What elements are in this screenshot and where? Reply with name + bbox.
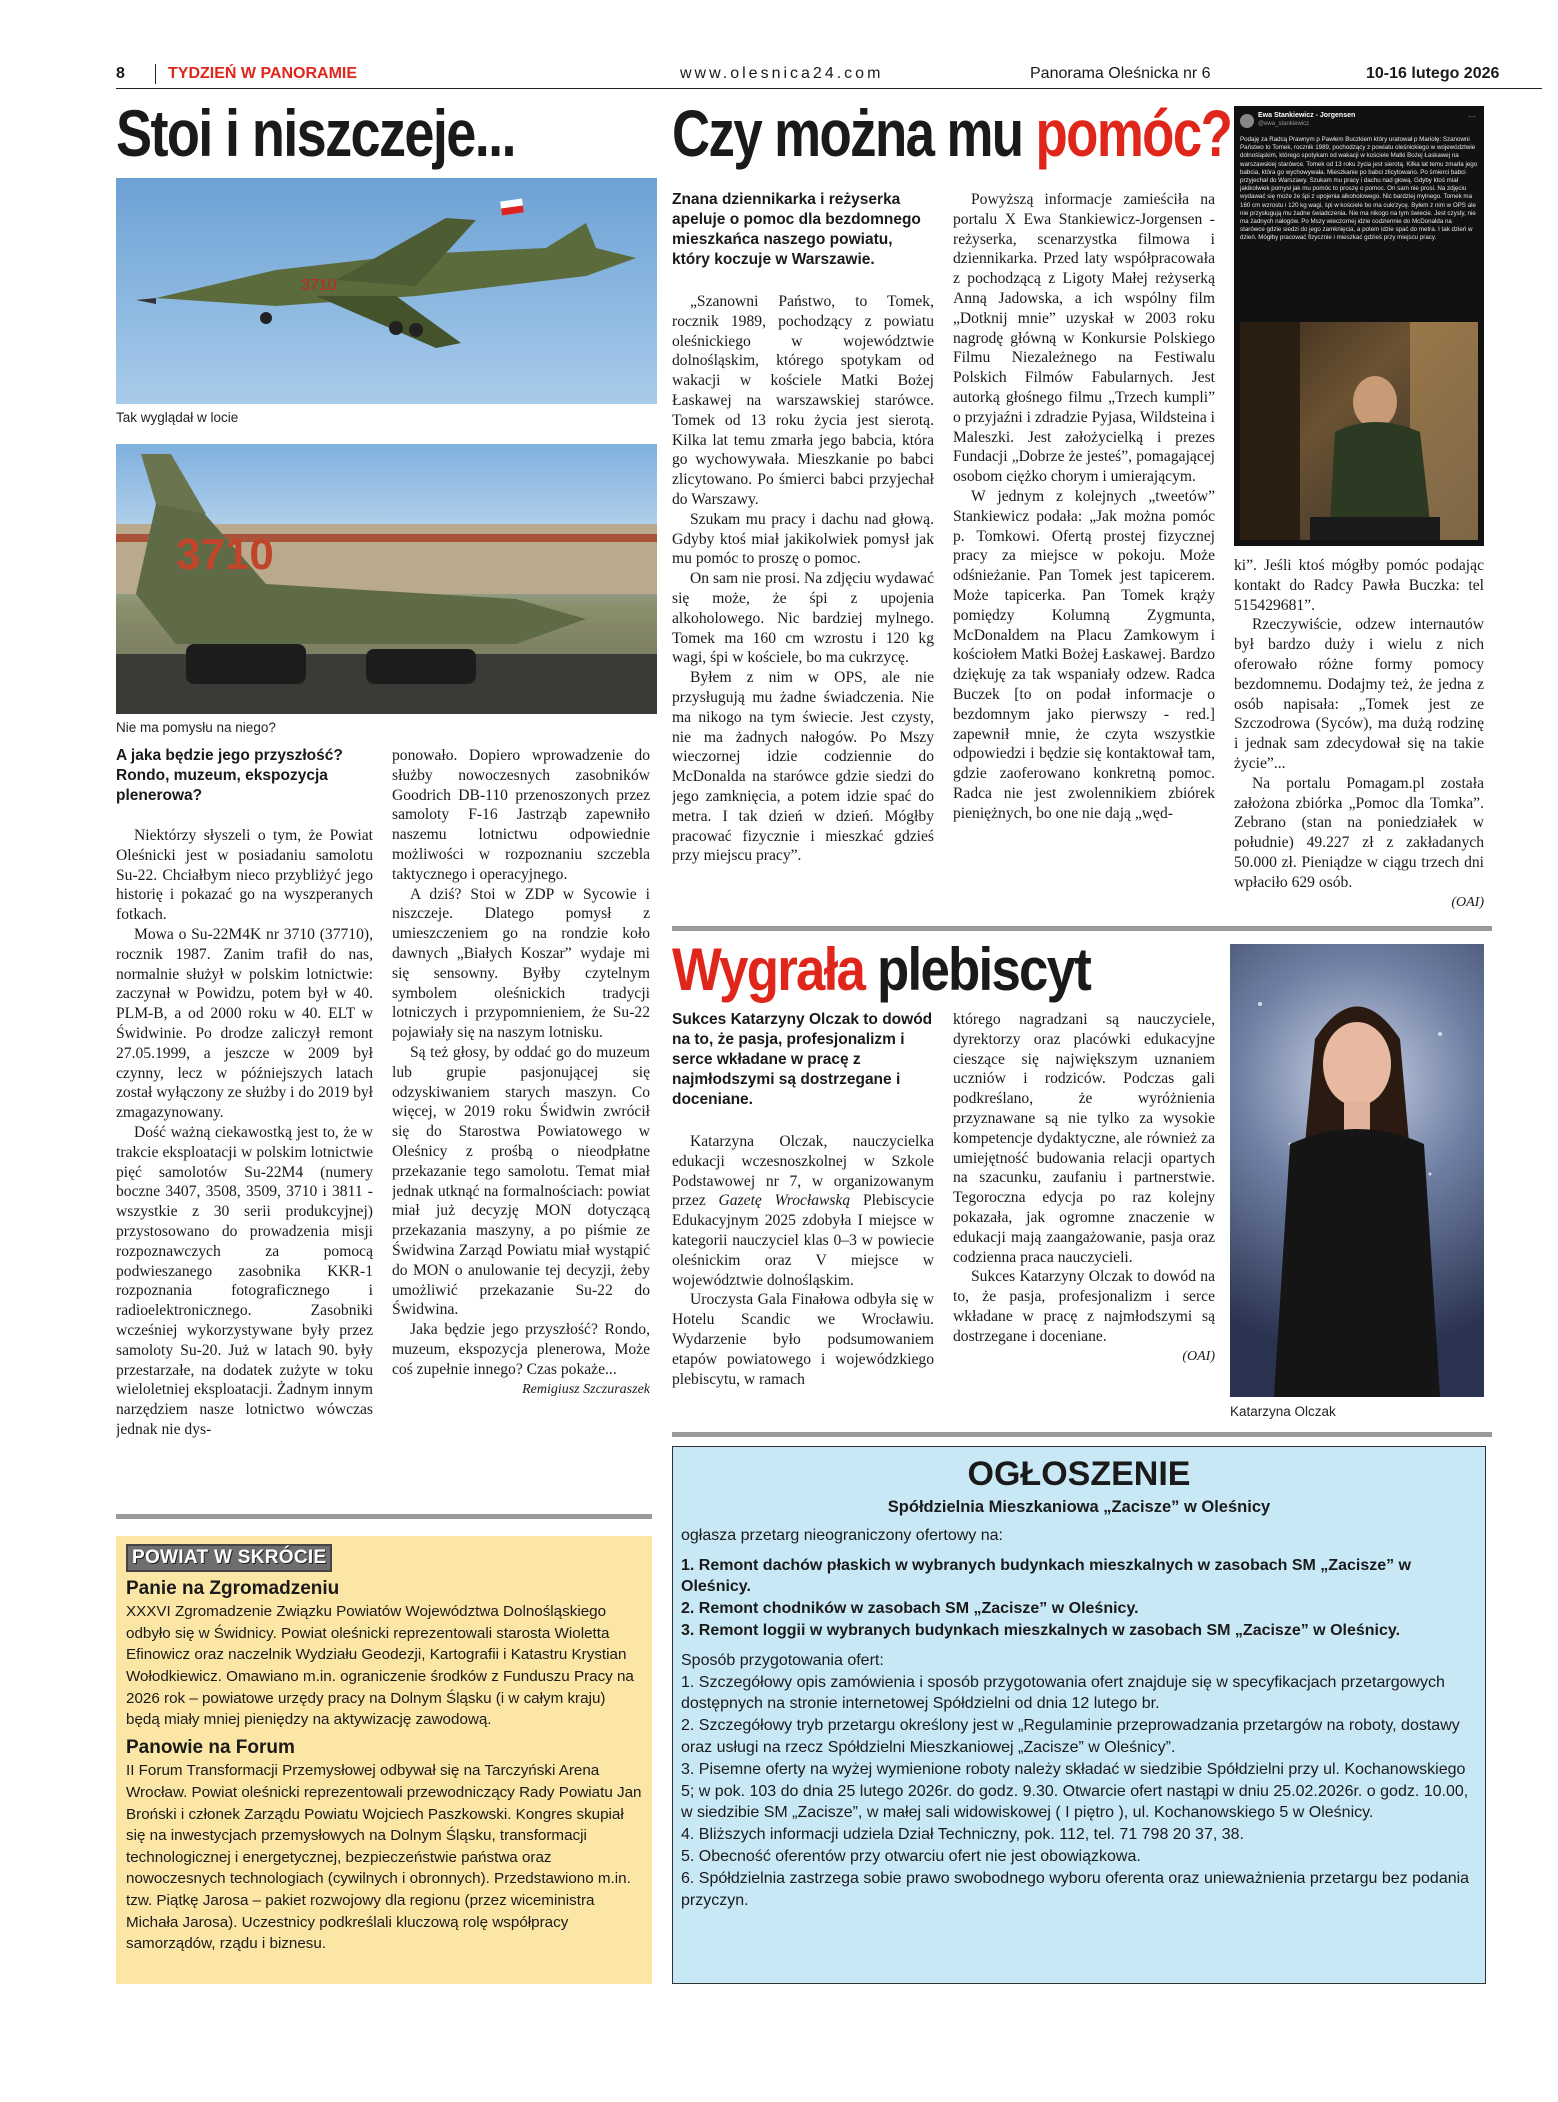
- title-highlight: pomóc?: [1035, 96, 1232, 170]
- paragraph: Sukces Katarzyny Olczak to dowód na to, że pasja, profesjonalizm i serce wkładane w pracę z najmłodszymi są dostrzegane i doceniane.: [953, 1268, 1215, 1345]
- paragraph: Powyższą informacje zamieściła na portalu X Ewa Stankiewicz-Jorgensen - reżyserka, scenarzystka filmowa i dziennikarka. Przed laty współpracowała z pochodzącą z Ligoty Małej reżyserką Anną Jadowska, a ich wspólny film „Dotknij mnie” uzyskał w 2003 roku nagrodę główną w Konkursie Polskiego Filmu Niezależnego na Festiwalu Polskich Filmów Fabularnych. Jest autorką głośnego filmu „Trzech kumpli” o przyjaźni i zdradzie Pyjasa, Wildsteina i Maleszki. Jest założycielką i prezes Fundacji „Dobrze że jesteś”, pomagającej osobom ciężko chorym i umierającym.: [953, 191, 1215, 486]
- author-signature: Remigiusz Szczuraszek: [522, 1381, 650, 1397]
- article-column: [672, 190, 934, 920]
- article-title: [672, 96, 1232, 170]
- paragraph: Rzeczywiście, odzew internautów był bardzo duży i wielu z nich oferowało różne formy pomocy bezdomnemu. Dodajmy też, że jedna z osób napisała: „Tomek jest ze Szczodrowa (Syców), ma dużą rodzinę i jednak sam zdecydował się na takie życie”...: [1234, 616, 1484, 772]
- tender-point: 1. Szczegółowy opis zamówienia i sposób przygotowania ofert znajduje się w specyfikacjach przetargowych dostępnych na stronie internetowej Spółdzielni od dnia 12 lutego br.: [681, 1673, 1445, 1713]
- announcement-title: OGŁOSZENIE: [967, 1455, 1191, 1493]
- jet-flight-photo: [116, 178, 657, 404]
- header-rule: [116, 88, 1542, 89]
- photo-caption: Nie ma pomysłu na niego?: [116, 720, 276, 735]
- tender-point: 3. Pisemne oferty na wyżej wymienione roboty należy składać w siedzibie Spółdzielni przy ul. Kochanowskiego 5; w pok. 103 do dnia 25 lutego 2026r. do godz. 9.30. Otwarcie ofert nastąpi w dniu 25.02.2026r. o godz. 10.00, w siedzibie SM „Zacisze”, w małej sali widowiskowej ( I piętro ), ul. Kochanowskiego 5 w Oleśnicy.: [681, 1760, 1469, 1822]
- paragraph: W jednym z kolejnych „tweetów” Stankiewicz podała: „Jak można pomóc p. Tomkowi. Ofertą prostej fizycznej pracy za miejsce w pokoju. Może odśnieżanie. Pan Tomek jest tapicerem. Może tapicerka. Pan Tomek krąży pomiędzy Kolumną Zygmunta, McDonaldem na Placu Zamkowym i kościołem Matki Bożej Łaskawej. Bardzo dziękuję za tak wspaniały odzew. Radca Buczek [to on podał informacje o bezdomnym jako pierwszy - red.] zapewnił mnie, że czyta wszystkie odpowiedzi i będzie się kontaktował tam, gdzie zaoferowano konkretną pomoc. Radca nie jest zwolennikiem zbiórek pieniężnych, bo one nie dają „węd-: [953, 487, 1215, 822]
- section-title: TYDZIEŃ W PANORAMIE: [168, 65, 358, 82]
- section-divider: [116, 1514, 652, 1519]
- article-title: [672, 936, 1091, 1003]
- publication-name: Gazetę Wrocławską: [718, 1192, 851, 1210]
- text: Plebiscycie Edukacyjnym 2025 zdobyła I miejsce w kategorii nauczyciel klas 0–3 w powiecie oleśnickim oraz V miejsce w województwie dolnośląskim.: [672, 1192, 934, 1289]
- announcement-intro: ogłasza przetarg nieograniczony ofertowy na:: [681, 1526, 1003, 1544]
- text: Katarzyna Olczak, nauczycielka edukacji wczesnoszkolnej w Szkole Podstawowej nr 7, w organizowanym przez: [672, 1133, 934, 1210]
- author-signature: (OAI): [1182, 1348, 1215, 1364]
- title-highlight: Wygrała: [672, 936, 865, 1003]
- announcement-org: Spółdzielnia Mieszkaniowa „Zacisze” w Oleśnicy: [887, 1498, 1271, 1516]
- article-column: [1234, 556, 1484, 920]
- tail-number-large: 3710: [176, 530, 274, 579]
- tender-item: 1. Remont dachów płaskich w wybranych budynkach mieszkalnych w zasobach SM „Zacisze” w Oleśnicy.: [681, 1556, 1411, 1596]
- paragraph: Niektórzy słyszeli o tym, że Powiat Oleśnicki jest w posiadaniu samolotu Su-22. Chciałbym nieco przybliżyć jego historię i pokazać go na wyszperanych fotkach.: [116, 827, 373, 924]
- more-icon[interactable]: ⋯: [1468, 112, 1476, 121]
- photo-caption: Tak wyglądał w locie: [116, 410, 239, 425]
- tail-number: 3710: [301, 277, 337, 294]
- article-column: [392, 746, 650, 1506]
- avatar: [1240, 114, 1254, 128]
- paragraph: Uroczysta Gala Finałowa odbyła się w Hotelu Scandic we Wrocławiu. Wydarzenie było podsumowaniem etapów powiatowego i wojewódzkiego plebiscytu, w ramach: [672, 1291, 934, 1388]
- paragraph: [672, 1132, 934, 1290]
- tweet-handle: @ewa_stankiewicz: [1258, 121, 1310, 127]
- church-photo: [1240, 322, 1478, 540]
- photo-caption: Katarzyna Olczak: [1230, 1404, 1336, 1419]
- brief-heading: Panowie na Forum: [126, 1736, 295, 1758]
- paragraph: Na portalu Pomagam.pl została założona zbiórka „Pomoc dla Tomka”. Zebrano (stan na poniedziałek w południe) 49.227 zł z zakładanych 50.000 zł. Pieniądze w ciągu trzech dni wpłaciło 629 osób.: [1234, 774, 1484, 891]
- title-part: Czy można mu: [672, 96, 1036, 170]
- paragraph: On sam nie prosi. Na zdjęciu wydawać się może, że śpi z upojenia alkoholowego. Nic bardziej mylnego. Tomek ma 160 cm wzrostu i 120 kg wagi, śpi w kościele, bo ma cukrzycę.: [672, 570, 934, 667]
- author-signature: (OAI): [1451, 894, 1484, 910]
- article-lead: Sukces Katarzyny Olczak to dowód na to, że pasja, profesjonalizm i serce wkładane w pracę z najmłodszymi są dostrzegane i doceniane.: [672, 1011, 933, 1108]
- section-heading: Sposób przygotowania ofert:: [681, 1651, 884, 1669]
- tender-item: 3. Remont loggii w wybranych budynkach mieszkalnych w zasobach SM „Zacisze” w Oleśnicy.: [681, 1621, 1401, 1639]
- paragraph: ki”. Jeśli ktoś mógłby pomóc podając kontakt do Radcy Pawła Buczka: tel 515429681”.: [1234, 557, 1484, 614]
- paragraph: ponowało. Dopiero wprowadzenie do służby nowoczesnych zasobników Goodrich DB-110 przenoszonych przez samoloty F-16 Jastrząb zapewniło naszemu lotnictwu odpowiednie możliwości w rozpoznaniu szczebla taktycznego i operacyjnego.: [392, 747, 650, 883]
- article-column: [953, 1010, 1215, 1435]
- article-column: [953, 190, 1215, 920]
- news-brief-box: [116, 1536, 652, 1984]
- tender-item: 2. Remont chodników w zasobach SM „Zacisze” w Oleśnicy.: [681, 1600, 1139, 1618]
- portrait-photo: [1230, 944, 1484, 1397]
- paragraph: A dziś? Stoi w ZDP w Sycowie i niszczeje. Dlatego pomysł z umieszczeniem go na rondzie koło dawnych „Białych Koszar” wydaje mi się sensowny. Byłby czytelnym symbolem oleśnickich tradycji lotniczych i przypomnieniem, że Su-22 pojawiały się na naszym lotnisku.: [392, 885, 650, 1042]
- tender-point: 4. Bliższych informacji udziela Dział Techniczny, pok. 112, tel. 71 798 20 37, 38.: [681, 1826, 1244, 1844]
- paragraph: Są też głosy, by oddać go do muzeum lub grupie pasjonującej się odzyskiwaniem starych maszyn. Co więcej, w 2019 roku Świdwin zwrócił się do Starostwa Powiatowego w Oleśnicy z prośbą o nieodpłatne przekazanie tego samolotu. Temat miał jednak utknąć na formalnościach: powiat miał już decyzję MON dotyczącą przekazania maszyny, a po piśmie ze Świdwina Zarząd Powiatu miał wystąpić do MON o anulowanie tej decyzji, żeby umożliwić przekazanie Su-22 do Świdwina.: [392, 1043, 650, 1319]
- paragraph: „Szanowni Państwo, to Tomek, rocznik 1989, pochodzący z powiatu oleśnickiego w województwie dolnośląskim, którego spotykam od wakacji w kościele Matki Bożej Łaskawej na warszawskiej starówce. Tomek od 13 roku życia jest sierotą. Kilka lat temu zmarła jego babcia, która go wychowywała. Mieszkanie po babci zlicytowano. Po śmierci babci przyjechał do Warszawy.: [672, 293, 934, 508]
- title-part: plebiscyt: [864, 936, 1091, 1003]
- paragraph: którego nagradzani są nauczyciele, dyrektorzy oraz placówki edukacyjne cieszące się największym uznaniem uczniów i rodziców. Podczas gali podkreślano, że wyróżnienia przyznawane są nie tylko za wysokie kompetencje dydaktyczne, ale również za umiejętność budowania relacji opartych na szacunku, zaufaniu i partnerstwie. Tegoroczna edycja po raz kolejny pokazała, jak ogromne znaczenie w edukacji mają zaangażowanie, pasja oraz codzienna praca nauczycieli.: [953, 1011, 1215, 1266]
- section-divider: [672, 926, 1492, 931]
- brief-text: XXXVI Zgromadzenie Związku Powiatów Województwa Dolnośląskiego odbyło się w Świdnicy. Powiat oleśnicki reprezentowali starosta Wioletta Efinowicz oraz naczelnik Wydziału Geodezji, Kartografii i Katastru Krystian Wołodkiewicz. Omawiano m.in. ograniczenie środków z Funduszu Pracy na 2026 rok – powiatowe urzędy pracy na Dolnym Śląsku (i w całym kraju) będą miały mniej pieniędzy na aktywizację zawodową.: [126, 1603, 634, 1729]
- tweet-text: Podaję za Radcą Prawnym p Pawłem Buczkiem który uratował p Mariolę: Szanowni Państwo to Tomek, rocznik 1989, pochodzący z powiatu oleśnickiego w województwie dolnośląskim, którego spotykam od wakacji w kościele Matki Bożej Łaskawej na warszawskiej starówce. Tomek od 13 roku życia jest sierotą. Kilka lat temu zmarła jego babcia, która go wychowywała. Mieszkanie po babci zlicytowano. Po śmierci babci przyjechał do Warszawy. Szukam mu pracy i dachu nad głową. Gdyby ktoś miał jakikolwiek pomysł jak mu pomóc to proszę o pomoc. On sam nie prosi. Na zdjęciu wydawać się może że śpi z upojenia alkoholowego. Nic bardziej mylnego. Tomek ma 160 cm wzrostu i 120 kg wagi, śpi w kościele bo ma cukrzycę. Byłem z nim w OPS ale nie przysługują mu żadne świadczenia. Nie ma nikogo na tym świecie. Jest czysty, nie ma żadnych nałogów. Po Mszy wieczornej idzie codziennie do McDonalda na starówce gdzie siedzi do jego zamknięcia, a potem idzie spać do metra. I tak dzień w dzień. Mógłby pracować fizycznie i mieszkać gdzieś przy miejscu pracy.: [1240, 136, 1478, 242]
- announcement-box: [672, 1446, 1486, 1984]
- section-divider: [672, 1432, 1492, 1437]
- tender-point: 2. Szczegółowy tryb przetargu określony jest w „Regulaminie przeprowadzania przetargów na roboty, dostawy oraz usługi na rzecz Spółdzielni Mieszkaniowej „Zacisze” w Oleśnicy”.: [681, 1717, 1460, 1756]
- paragraph: Byłem z nim w OPS, ale nie przysługują mu żadne świadczenia. Nie ma nikogo na tym świecie. Jest czysty, nie ma żadnych nałogów. Po Mszy wieczornej idzie codziennie do McDonalda na starówce gdzie siedzi do jego zamknięcia, a potem idzie spać do metra. I tak dzień w dzień. Mógłby pracować fizycznie i mieszkać gdzieś przy miejscu pracy”.: [672, 669, 934, 865]
- paragraph: Jaka będzie jego przyszłość? Rondo, muzeum, ekspozycja plenerowa, Może coś zupełnie innego? Czas pokaże...: [392, 1321, 650, 1378]
- paragraph: Dość ważną ciekawostką jest to, że w trakcie eksploatacji w polskim lotnictwie pięć samolotów Su-22M4 (numery boczne 3407, 3508, 3509, 3710 i 3811 - wszystkie z 30 serii produkcyjnej) przystosowano do prowadzenia misji rozpoznawczych za pomocą podwieszanego zasobnika KKR-1 rozpoznania fotograficznego i radioelektronicznego. Zasobniki wcześniej wykorzystywane były przez samoloty Su-20. Już w latach 90. były przestarzałe, na dodatek zużyte w toku wieloletniej eksploatacji. Żadnym innym narzędziem nasze lotnictwo wówczas jednak nie dys-: [116, 1123, 373, 1438]
- article-column: [672, 1010, 934, 1435]
- article-title: Stoi i niszczeje...: [116, 96, 515, 170]
- paragraph: Szukam mu pracy i dachu nad głową. Gdyby ktoś miał jakikolwiek pomysł jak mu pomóc to proszę o pomoc.: [672, 510, 934, 568]
- jet-parked-photo: [116, 444, 657, 714]
- paper-issue: Panorama Oleśnicka nr 6: [1030, 65, 1211, 82]
- article-column: [116, 746, 373, 1506]
- paragraph: Mowa o Su-22M4K nr 3710 (37710), rocznik 1987. Zanim trafił do nas, normalnie służył w polskim lotnictwie: zaczynał w Powidzu, potem był w 40. PLM-B, a od 2000 roku w 40. ELT w Świdwinie. Po drodze zaliczył remont 27.05.1999, a jeszcze w 2009 był czynny, lecz w późniejszych latach został wyłączony ze służby i do 2019 był zmagazynowany.: [116, 925, 373, 1122]
- brief-heading: Panie na Zgromadzeniu: [126, 1577, 340, 1599]
- article-lead: A jaka będzie jego przyszłość? Rondo, muzeum, ekspozycja plenerowa?: [116, 747, 343, 804]
- article-lead: Znana dziennikarka i reżyserka apeluje o pomoc dla bezdomnego mieszkańca naszego powiatu, który koczuje w Warszawie.: [672, 191, 921, 268]
- site-url[interactable]: www.olesnica24.com: [680, 65, 884, 82]
- brief-text: II Forum Transformacji Przemysłowej odbywał się na Tarczyński Arena Wrocław. Powiat oleśnicki reprezentowali przewodniczący Rady Powiatu Jan Broński i członek Zarządu Powiatu Wojciech Paszkowski. Kongres skupiał się na inwestycjach przemysłowych na Dolnym Śląsku, transformacji technologicznej i energetycznej, bezpieczeństwie państwa oraz nowoczesnych technologiach (cywilnych i obronnych). Przedstawiono m.in. tzw. Piątkę Jarosa – pakiet rozwojowy dla regionu (przez wiceministra Michała Jarosa). Uczestnicy podkreślali kluczową rolę współpracy samorządów, rządu i biznesu.: [126, 1762, 642, 1953]
- tender-point: 5. Obecność oferentów przy otwarciu ofert nie jest obowiązkowa.: [681, 1847, 1141, 1865]
- page-number: 8: [116, 65, 125, 82]
- section-tag: POWIAT W SKRÓCIE: [126, 1544, 332, 1572]
- header-divider: [155, 64, 156, 84]
- tender-point: 6. Spółdzielnia zastrzega sobie prawo swobodnego wyboru oferenta oraz unieważnienia przetargu bez podania przyczyn.: [681, 1869, 1470, 1909]
- tweet-author: Ewa Stankiewicz - Jorgensen: [1258, 112, 1356, 119]
- tweet-screenshot: [1234, 106, 1484, 546]
- issue-dates: 10-16 lutego 2026: [1366, 65, 1500, 82]
